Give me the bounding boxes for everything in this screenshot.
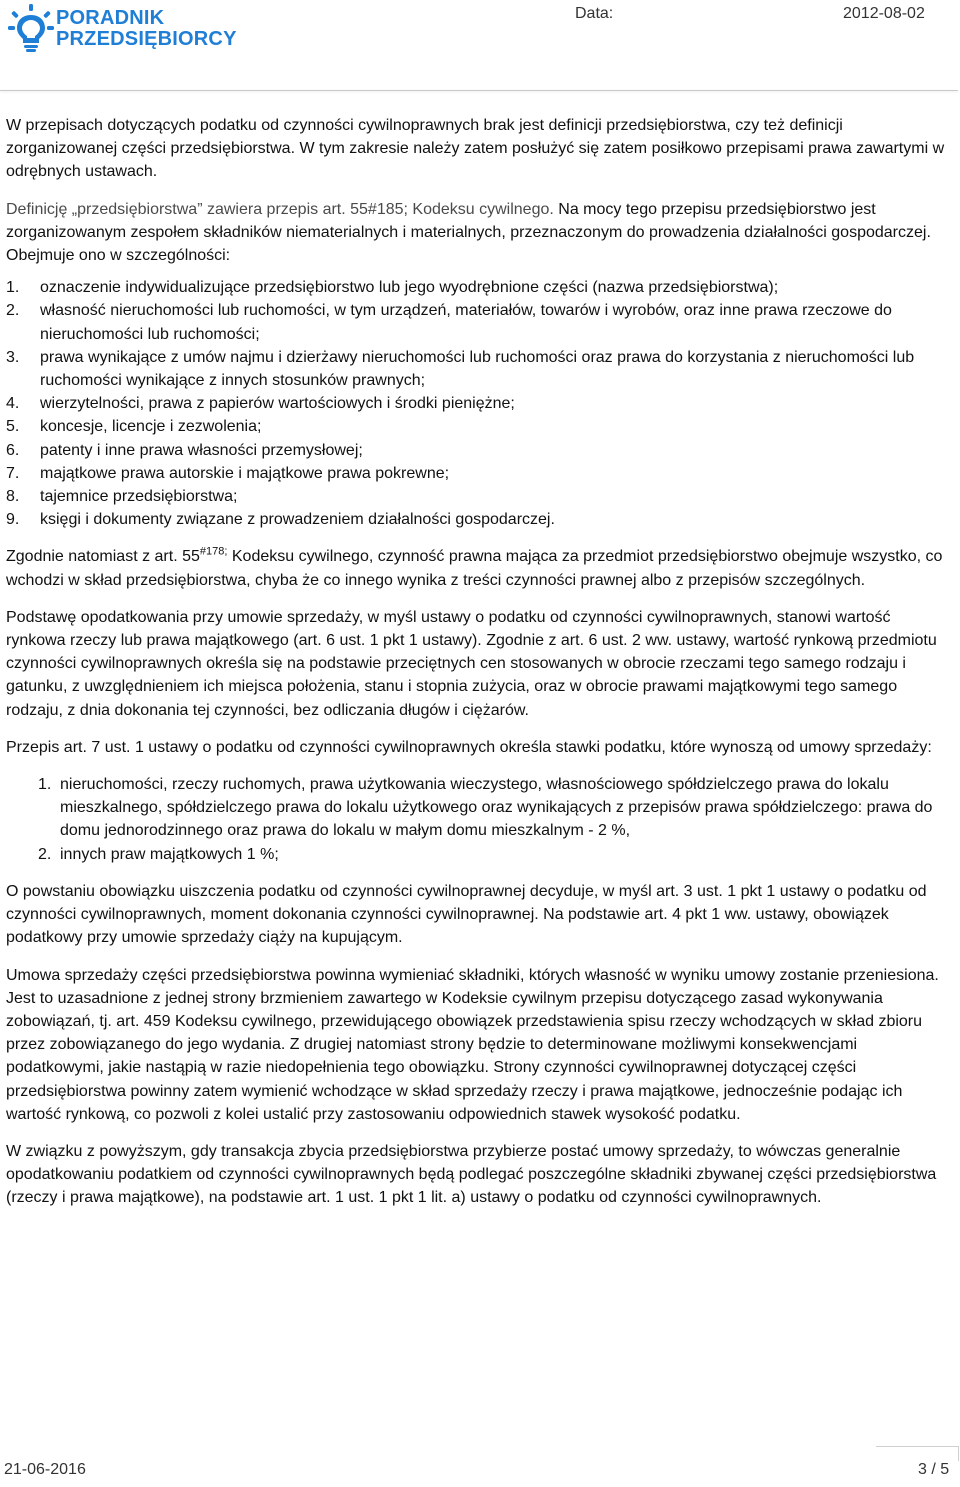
- list-item-number: 2.: [38, 845, 52, 863]
- list-item: [6, 276, 951, 299]
- paragraph-7: Umowa sprzedaży części przedsiębiorstwa powinna wymieniać składniki, których własność w wyniku umowy zostanie przeniesiona. Jest to uzasadnione z jednej strony brzmieniem zawartego w Kodeksie cywilnym przepisu dotyczącego zasad wykonywania zobowiązań, tj. art. 459 Kodeksu cywilnego, przewidującego obowiązek przedstawienia spisu rzeczy wchodzących w skład zbioru przez zobowiązanego do jego wydania. Z drugiej natomiast strony będzie to determinowane możliwymi konsekwencjami podatkowymi, jakie nastąpią w razie niedopełnienia tego obowiązku. Strony czynności cywilnoprawnej dotyczącej części przedsiębiorstwa powinny zatem wymienić wchodzące w skład sprzedaży rzeczy i prawa majątkowe, jednocześnie podając ich wartość rynkową, co pozwoli z kolei ustalić przy zastosowaniu odpowiednich stawek wysokość podatku.: [6, 966, 939, 1123]
- page-number: 3 / 5: [918, 1461, 950, 1478]
- list-item-number: 6.: [6, 441, 20, 459]
- paragraph-8: W związku z powyższym, gdy transakcja zbycia przedsiębiorstwa przybierze postać umowy sprzedaży, to wówczas generalnie opodatkowaniu podatkiem od czynności cywilnoprawnych będą podlegać poszczególne składniki zbywanej części przedsiębiorstwa (rzeczy i prawa majątkowe), na podstawie art. 1 ust. 1 pkt 1 lit. a) ustawy o podatku od czynności cywilnoprawnych.: [6, 1142, 937, 1207]
- list-item-text: koncesje, licencje i zezwolenia;: [40, 418, 262, 436]
- paragraph-5: Przepis art. 7 ust. 1 ustawy o podatku od czynności cywilnoprawnych określa stawki podatku, które wynoszą od umowy sprzedaży:: [6, 738, 932, 756]
- footer-corner-rule: [876, 1446, 959, 1461]
- list-item-text: nieruchomości, rzeczy ruchomych, prawa użytkowania wieczystego, własnościowego spółdzielczego prawa do lokalu mieszkalnego, spółdzielczego prawa do lokalu użytkowego oraz wynikających z przepisów prawa spółdzielczego: prawa do domu jednorodzinnego oraz prawa do lokalu w małym domu mieszkalnym - 2 %,: [60, 776, 933, 840]
- logo-text-line1: PORADNIK: [56, 6, 165, 29]
- paragraph-3-end: Kodeksu cywilnego, czynność prawna mająca za przedmiot przedsiębiorstwo obejmuje wszystko, co wchodzi w skład przedsiębiorstwa, chyba że co innego wynika z treści czynności prawnej albo z przepisów szczególnych.: [6, 548, 943, 589]
- paragraph-2-rest: Na mocy tego przepisu przedsiębiorstwo jest zorganizowanym zespołem składników niematerialnych i materialnych, przeznaczonym do prowadzenia działalności gospodarczej. Obejmuje ono w szczególności:: [6, 200, 931, 265]
- list-item-text: własność nieruchomości lub ruchomości, w tym urządzeń, materiałów, towarów i wyrobów, oraz inne prawa rzeczowe do nieruchomości lub ruchomości;: [40, 302, 892, 343]
- date-value: 2012-08-02: [843, 5, 925, 22]
- logo: [8, 4, 237, 52]
- list-item-number: 5.: [6, 418, 20, 436]
- list-item-text: wierzytelności, prawa z papierów wartościowych i środki pieniężne;: [40, 395, 515, 413]
- page-header: [0, 0, 960, 60]
- paragraph-1: W przepisach dotyczących podatku od czynności cywilnoprawnych brak jest definicji przedsiębiorstwa, czy też definicji zorganizowanej części przedsiębiorstwa. W tym zakresie należy zatem posłużyć się zatem posiłkowo przepisami prawa zawartymi w odrębnych ustawach.: [6, 117, 945, 181]
- paragraph-4: Podstawę opodatkowania przy umowie sprzedaży, w myśl ustawy o podatku od czynności cywilnoprawnych, stanowi wartość rynkowa rzeczy lub prawa majątkowego (art. 6 ust. 1 pkt 1 ustawy). Zgodnie z art. 6 ust. 2 ww. ustawy, wartość rynkową przedmiotu czynności cywilnoprawnych określa się na podstawie przeciętnych cen stosowanych w obrocie rzeczami tego samego rodzaju i gatunku, z uwzględnieniem ich miejsca położenia, stanu i stopnia zużycia, oraz w obrocie prawami majątkowymi tego samego rodzaju, z dnia dokonania tej czynności, bez odliczania długów i ciężarów.: [6, 608, 937, 719]
- paragraph-3-sup: #178;: [199, 546, 228, 559]
- enterprise-components-list: [6, 276, 951, 531]
- article-body: [6, 114, 951, 1224]
- list-item-number: 7.: [6, 464, 20, 482]
- list-item-text: oznaczenie indywidualizujące przedsiębiorstwo lub jego wyodrębnione części (nazwa przedsiębiorstwa);: [40, 279, 779, 297]
- list-item: [6, 392, 951, 415]
- list-item: [6, 415, 951, 438]
- list-item: [6, 773, 951, 843]
- list-item: [6, 843, 951, 866]
- tax-rates-list: [6, 773, 951, 866]
- list-item: [6, 299, 951, 345]
- list-item: [6, 439, 951, 462]
- list-item-number: 1.: [38, 776, 52, 794]
- list-item-number: 1.: [6, 279, 20, 297]
- list-item-text: księgi i dokumenty związane z prowadzeniem działalności gospodarczej.: [40, 511, 555, 529]
- list-item: [6, 346, 951, 392]
- list-item-number: 9.: [6, 511, 20, 529]
- list-item: [6, 462, 951, 485]
- list-item-number: 3.: [6, 348, 20, 366]
- paragraph-3-start: Zgodnie natomiast z art. 55: [6, 548, 200, 566]
- list-item-number: 4.: [6, 395, 20, 413]
- list-item-text: prawa wynikające z umów najmu i dzierżawy nieruchomości lub ruchomości oraz prawa do korzystania z nieruchomości lub ruchomości wynikające z innych stosunków prawnych;: [40, 348, 915, 390]
- list-item: [6, 508, 951, 531]
- date-label: Data:: [575, 5, 614, 22]
- list-item: [6, 485, 951, 508]
- list-item-text: majątkowe prawa autorskie i majątkowe prawa pokrewne;: [40, 464, 450, 482]
- paragraph-3: [6, 545, 951, 591]
- paragraph-6: O powstaniu obowiązku uiszczenia podatku od czynności cywilnoprawnej decyduje, w myśl art. 3 ust. 1 pkt 1 ustawy o podatku od czynności cywilnoprawnych, moment dokonania czynności cywilnoprawnej. Na podstawie art. 4 pkt 1 ww. ustawy, obowiązek podatkowy przy umowie sprzedaży ciąży na kupującym.: [6, 882, 927, 947]
- list-item-text: tajemnice przedsiębiorstwa;: [40, 488, 238, 506]
- logo-text-line2: PRZEDSIĘBIORCY: [56, 27, 237, 50]
- footer-date: 21-06-2016: [4, 1461, 86, 1478]
- paragraph-2-lead: Definicję „przedsiębiorstwa” zawiera przepis art. 55#185; Kodeksu cywilnego.: [6, 200, 554, 218]
- list-item-text: patenty i inne prawa własności przemysłowej;: [40, 441, 363, 459]
- list-item-number: 2.: [6, 302, 20, 320]
- lightbulb-icon: [8, 4, 54, 52]
- list-item-text: innych praw majątkowych 1 %;: [60, 845, 279, 863]
- paragraph-2: [6, 198, 951, 268]
- list-item-number: 8.: [6, 488, 20, 506]
- header-divider: [0, 90, 958, 91]
